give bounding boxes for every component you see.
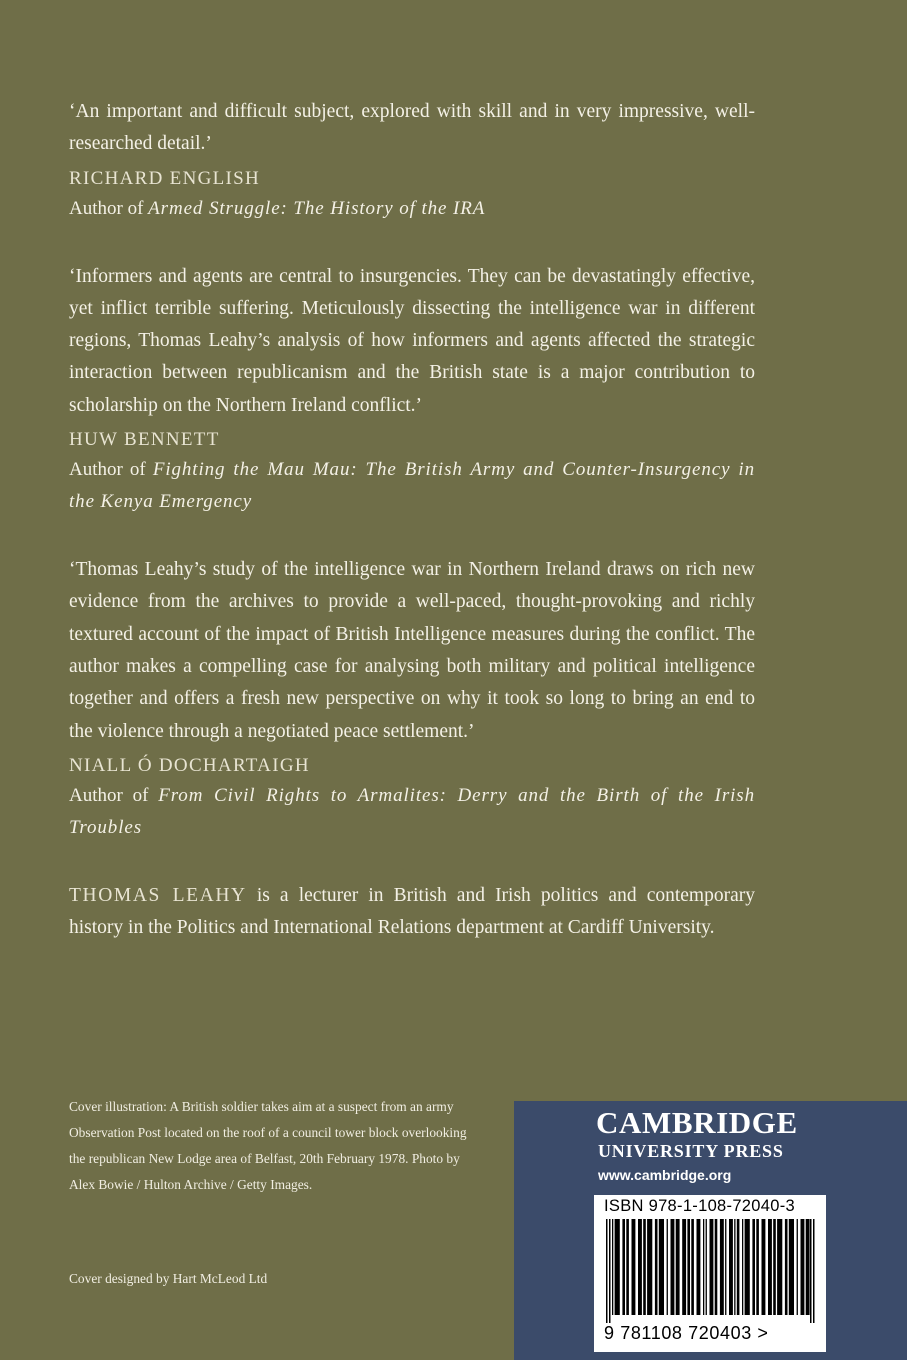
barcode-bar <box>676 1219 680 1315</box>
publisher-logo-name: CAMBRIDGE <box>596 1105 798 1140</box>
barcode-bar <box>643 1219 646 1315</box>
barcode-bar <box>785 1219 788 1315</box>
barcode-bar <box>752 1219 755 1315</box>
barcode-bar <box>687 1219 690 1315</box>
cover-illustration-note: Cover illustration: A British soldier takes aim at a suspect from an army Observation Post located on the roof of a council tower block overlooking the republican New Lodge area of Belfast, 20th February 1978. Photo by Alex Bowie / Hulton Archive / Getty Images. <box>69 1099 467 1192</box>
barcode-bar <box>715 1219 718 1315</box>
credit-prefix: Author of <box>69 197 149 219</box>
barcode-bar <box>797 1219 798 1315</box>
barcode-bar <box>789 1219 794 1315</box>
review-quote: ‘Thomas Leahy’s study of the intelligence war in Northern Ireland draws on rich new evidence from the archives to provide a well-paced, thought-provoking and richly textured account of the impact of British Intelligence measures during the conflict. The author makes a compelling case for analysing both military and political intelligence together and offers a fresh new perspective on why it took so long to bring an end to the violence through a negotiated peace settlement.’ <box>69 559 755 742</box>
isbn-barcode <box>594 1195 826 1352</box>
barcode-bar <box>768 1219 772 1315</box>
barcode-guard-bar <box>810 1219 812 1323</box>
review-3 <box>69 554 755 844</box>
barcode-bar <box>703 1219 704 1315</box>
publisher-panel <box>514 1101 907 1360</box>
barcode-bar <box>706 1219 707 1315</box>
publisher-logo-subtitle: UNIVERSITY PRESS <box>598 1141 784 1161</box>
barcode-bar <box>632 1219 636 1315</box>
barcode-bar <box>647 1219 652 1315</box>
cover-designer-credit: Cover designed by Hart McLeod Ltd <box>69 1271 268 1286</box>
reviewer-credit <box>69 454 755 518</box>
author-name: THOMAS LEAHY <box>69 884 247 906</box>
barcode-bar <box>671 1219 675 1315</box>
review-2 <box>69 261 755 518</box>
barcode-bar <box>777 1219 782 1315</box>
barcode-bar <box>773 1219 776 1315</box>
barcode-bar <box>729 1219 733 1315</box>
credit-prefix: Author of <box>69 459 153 481</box>
barcode-bars <box>602 1219 818 1323</box>
barcode-bar <box>801 1219 805 1315</box>
author-bio-text: is a lecturer in British and Irish politics and contemporary history in the Politics and International Relations department at Cardiff University. <box>69 884 755 939</box>
barcode-bar <box>697 1219 701 1315</box>
reviewer-credit <box>69 780 755 844</box>
barcode-bar <box>756 1219 759 1315</box>
publisher-url: www.cambridge.org <box>598 1167 732 1183</box>
barcode-bar <box>710 1219 714 1315</box>
credit-prefix: Author of <box>69 784 159 806</box>
reviewer-name: RICHARD ENGLISH <box>69 167 261 189</box>
barcode-bar <box>622 1219 625 1315</box>
barcode-bar <box>626 1219 629 1315</box>
barcode-bar <box>725 1219 726 1315</box>
author-bio <box>69 880 755 945</box>
barcode-bar <box>682 1219 686 1315</box>
barcode-bar <box>762 1219 766 1315</box>
barcode-bar <box>691 1219 694 1315</box>
barcode-bar <box>612 1219 613 1315</box>
review-quote: ‘An important and difficult subject, explored with skill and in very impressive, well-researched detail.’ <box>69 101 755 155</box>
barcode-bar <box>745 1219 750 1315</box>
review-1 <box>69 96 755 225</box>
review-quote: ‘Informers and agents are central to insurgencies. They can be devastatingly effective, yet inflict terrible suffering. Meticulously dissecting the intelligence war in different regions, Thomas Leahy’s analysis of how informers and agents affected the strategic interaction between republicanism and the British state is a major contribution to scholarship on the Northern Ireland conflict.’ <box>69 265 755 416</box>
reviewer-name: NIALL Ó DOCHARTAIGH <box>69 754 310 776</box>
barcode-bar <box>737 1219 740 1315</box>
barcode-bar <box>720 1219 724 1315</box>
barcode-bar <box>742 1219 743 1315</box>
book-title: Armed Struggle: The History of the IRA <box>148 197 486 219</box>
barcode-guard-bar <box>606 1219 608 1323</box>
barcode-bar <box>667 1219 668 1315</box>
barcode-bar <box>615 1219 620 1315</box>
barcode-bar <box>734 1219 735 1315</box>
barcode-guard-bar <box>813 1219 815 1323</box>
barcode-guard-bar <box>609 1219 611 1323</box>
barcode-bar <box>638 1219 642 1315</box>
reviewer-name: HUW BENNETT <box>69 429 220 451</box>
barcode-bar <box>659 1219 664 1315</box>
barcode-bar <box>806 1219 810 1315</box>
barcode-digits: 9 781108 720403 > <box>604 1323 769 1343</box>
isbn-label: ISBN 978-1-108-72040-3 <box>604 1197 795 1215</box>
book-title: From Civil Rights to Armalites: Derry and the Birth of the Irish Troubles <box>69 784 755 838</box>
barcode-bar <box>655 1219 658 1315</box>
book-title: Fighting the Mau Mau: The British Army and Counter-Insurgency in the Kenya Emergency <box>69 459 755 513</box>
back-cover-text <box>69 96 755 944</box>
reviewer-credit <box>69 193 755 225</box>
